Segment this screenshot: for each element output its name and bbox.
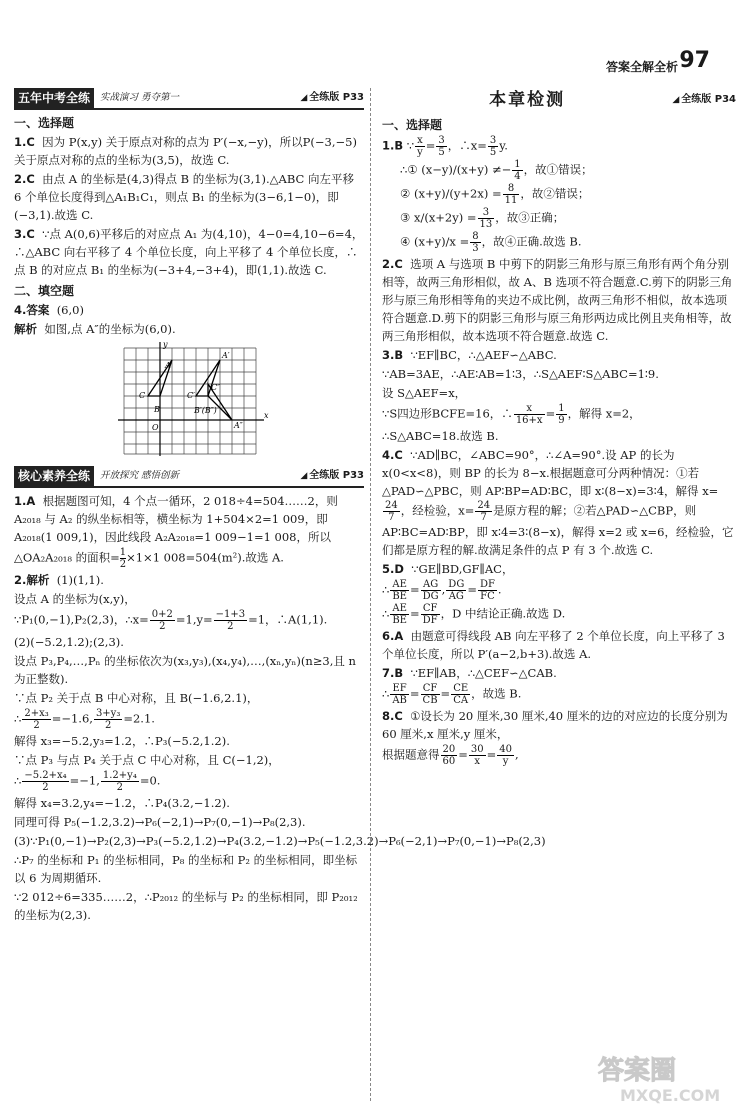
- answer-line: ∵2 012÷6=335……2，∴P₂₀₁₂ 的坐标与 P₂ 的坐标相同，即 P₂₀₁₂ 的坐标为(2,3).: [14, 890, 358, 922]
- fraction: [478, 579, 497, 602]
- answer-text: 选项 A 与选项 B 中剪下的阴影三角形与原三角形有两个角分别相等，故两三角形相似，故 A、B 选项不符合题意.C.剪下的阴影三角形与原三角形相等角的夹边不成比例，故两三角形不相似，故本选项符合题意.D.剪下的阴影三角形与原三角形两边成比例且夹角相等，故两三角形相似，故本选项不符合题意.故选 C.: [382, 257, 733, 343]
- fig-label-b: B: [154, 405, 160, 414]
- fraction-den: 4: [514, 171, 521, 182]
- fraction-num: 2+x₃: [24, 708, 49, 719]
- fraction: [470, 231, 480, 254]
- fig-label-b-prime: B′(B″): [194, 406, 217, 415]
- fraction-num: 40: [499, 744, 512, 755]
- answer-number: 1.B: [382, 138, 404, 153]
- fraction-den: AB: [392, 695, 407, 706]
- answer-item: [14, 571, 364, 589]
- answer-text: y.: [499, 138, 508, 153]
- fraction: [475, 500, 492, 523]
- watermark-sub: MXQE.COM: [620, 1086, 721, 1105]
- answer-line: 解得 x₄=3.2,y₄=−1.2，∴P₄(3.2,−1.2).: [14, 796, 230, 810]
- section-heading: 一、选择题: [14, 116, 75, 130]
- fraction-den: FC: [480, 591, 495, 602]
- answer-text: ②: [400, 186, 411, 201]
- answer-text: =−1,: [69, 773, 100, 788]
- answer-text: =0.: [139, 773, 161, 788]
- answer-text: ，故选 B.: [471, 686, 522, 701]
- answer-number: 3.B: [382, 348, 404, 362]
- page-number: 97: [679, 48, 710, 73]
- fraction-num: 30: [470, 744, 484, 755]
- answer-math-line: ④ (x+y)/x = $\frac{8}{3}$ ，故④正确.故选 B.: [400, 231, 582, 254]
- fraction-num: 8: [472, 231, 479, 242]
- fraction-den: y: [417, 147, 423, 158]
- fraction-den: 2: [116, 782, 124, 793]
- fraction-den: y: [502, 756, 509, 767]
- answer-text: =2.1.: [123, 711, 155, 726]
- answer-text: ×1×1 008=504(m²).故选 A.: [126, 550, 284, 565]
- answer-text: ∵EF∥BC，∴△AEF∽△ABC.: [410, 348, 557, 362]
- answer-line: 同理可得 P₅(−1.2,3.2)→P₆(−2,1)→P₇(0,−1)→P₈(2,3).: [14, 815, 306, 829]
- fig-label-o: O: [152, 423, 159, 432]
- answer-math-line: [14, 609, 364, 632]
- answer-number: 2.C: [382, 257, 403, 271]
- column-divider: [370, 88, 371, 1101]
- fraction: [22, 770, 68, 793]
- answer-text: 根据题图可知，4 个点一循环，2 018÷4=504……2，则 A₂₀₁₈ 与 A₂ 的纵坐标相等，横坐标为 1+504×2=1 009，即 A₂₀₁₈(1 009,1)，因此线段 A₂A₂₀₁₈=1 009−1=1 008，所以: [14, 494, 338, 544]
- answer-item: [14, 492, 364, 546]
- fraction: [214, 609, 247, 632]
- fraction: [415, 135, 425, 158]
- fig-label-c-prime: C′: [187, 391, 195, 400]
- fraction-den: 11: [504, 195, 518, 206]
- answer-text: ，故①错误；: [523, 162, 593, 177]
- answer-item: [382, 446, 736, 559]
- fraction-num: AE: [390, 603, 409, 615]
- fraction-num: AE: [390, 579, 409, 591]
- answer-text: =: [492, 186, 502, 201]
- fraction: [421, 683, 440, 706]
- banner-ref: 全练版 P33: [309, 470, 364, 481]
- pencil-arrow-icon: ◢: [300, 471, 308, 481]
- fraction: [101, 770, 139, 793]
- answer-text: 由题意可得线段 AB 向左平移了 2 个单位长度，向上平移了 3 个单位长度，所以 P′(a−2,b+3).故选 A.: [382, 629, 725, 661]
- fig-label-c: C: [139, 391, 146, 400]
- fig-label-c-double-prime: C″: [211, 383, 221, 392]
- fraction: [478, 207, 495, 230]
- fraction: [94, 708, 122, 731]
- answer-item: [382, 560, 736, 578]
- answer-number: 2.解析: [14, 573, 50, 587]
- section-banner-core: [14, 466, 364, 488]
- fraction: [488, 135, 498, 158]
- fraction: [451, 683, 470, 706]
- answer-text: =1，∴A(1,1).: [248, 612, 328, 627]
- answer-math-line: ∴ $\frac{AE}{BE}$ = $\frac{AG}{DG}$ , $\frac{DG}{AG}$ = $\frac{DF}{FC}$ .: [382, 579, 502, 602]
- answer-text: 因为 P(x,y) 关于原点对称的点为 P′(−x,−y)，所以P(−3,−5)关于原点对称的点的坐标为(3,5)，故选 C.: [14, 135, 357, 167]
- fraction-num: CF: [421, 603, 440, 615]
- fraction-den: 2: [33, 720, 40, 731]
- answer-text: 如图,点 A″的坐标为(6,0).: [44, 322, 176, 336]
- answer-number: 3.C: [14, 227, 35, 241]
- answer-item: [382, 627, 736, 663]
- answer-number: 1.C: [14, 135, 35, 149]
- fraction: [421, 579, 441, 602]
- fraction-den: CB: [422, 695, 438, 706]
- answer-text: 由点 A 的坐标是(4,3)得点 B 的坐标为(3,1).△ABC 向左平移 6 个单位长度得到△A₁B₁C₁，则点 B₁ 的坐标为(3−6,1−0)，即(−3,1).故选 C.: [14, 172, 354, 222]
- fraction-num: 1.2+y₄: [102, 770, 137, 781]
- chapter-title-row: [382, 88, 736, 112]
- answer-text: ③: [400, 210, 411, 225]
- answer-text: ∵: [406, 138, 415, 153]
- fraction-num: AG: [421, 579, 441, 591]
- answer-number: 1.A: [14, 494, 36, 508]
- answer-item: [14, 301, 364, 319]
- fraction-den: 5: [438, 147, 445, 158]
- fraction-num: 20: [442, 744, 456, 755]
- answer-math-line: ∴ $\frac{\text{−5.2+x₄}}{2}$ =−1, $\frac{\text{1.2+y₄}}{2}$ =0.: [14, 770, 161, 793]
- answer-text: ，故③正确；: [495, 210, 565, 225]
- fraction-num: 1: [514, 159, 521, 170]
- fraction: [436, 135, 446, 158]
- fraction-den: DG: [422, 591, 439, 602]
- fraction-num: 1: [119, 547, 127, 558]
- fraction-den: 3: [472, 243, 479, 254]
- answer-math-line: ∴ $\frac{AE}{BE}$ = $\frac{CF}{DF}$ ，D 中结论正确.故选 D.: [382, 603, 566, 626]
- answer-text: ，故②错误；: [520, 186, 590, 201]
- coordinate-grid-figure: [114, 340, 364, 462]
- answer-text: 根据题意得: [382, 747, 440, 762]
- answer-line: (2)(−5.2,1.2);(2,3).: [14, 635, 124, 649]
- answer-text: ∵AD∥BC，∠ABC=90°，∴∠A=90°.设 AP 的长为 x(0<x<8)，则 BP 的长为 8−x.根据题意可分两种情况：①若△PAD∽△PBC，则 AP∶BP=AD∶BC，即 x∶(8−x)=3∶4，解得 x=: [382, 448, 719, 498]
- fraction: [390, 579, 409, 602]
- answer-value: (6,0): [56, 303, 84, 317]
- fraction-num: 24: [477, 500, 491, 511]
- answer-item: [382, 255, 736, 345]
- fraction-den: 13: [479, 219, 493, 230]
- fraction: [150, 609, 175, 632]
- answer-line: 设点 A 的坐标为(x,y)，: [14, 592, 136, 606]
- answer-text: △OA₂A₂₀₁₈ 的面积=: [14, 550, 120, 565]
- answer-text: ∵S四边形BCFE=16，∴: [382, 406, 513, 421]
- fraction-den: 2: [119, 559, 127, 570]
- answer-item: [14, 225, 364, 279]
- watermark-text: 答案圈: [598, 1056, 677, 1086]
- answer-line: 解得 x₃=−5.2,y₃=1.2，∴P₃(−5.2,1.2).: [14, 734, 230, 748]
- answer-item: [382, 664, 736, 682]
- page-header: [0, 44, 750, 82]
- fraction-num: −5.2+x₄: [24, 770, 67, 781]
- answer-text: =: [425, 138, 436, 153]
- answer-math-line: ② (x+y)/(y+2x) = $\frac{8}{11}$ ，故②错误；: [400, 183, 590, 206]
- answer-text: =: [466, 210, 477, 225]
- fraction: [390, 603, 409, 626]
- fraction: [556, 403, 566, 426]
- banner-subtitle: 实战演习 勇夺第一: [100, 92, 180, 103]
- fraction-den: 2: [227, 621, 234, 632]
- fraction-num: 0+2: [151, 609, 173, 620]
- answer-line: (3)∵P₁(0,−1)→P₂(2,3)→P₃(−5.2,1.2)→P₄(3.2,−1.2)→P₅(−1.2,3.2)→P₆(−2,1)→P₇(0,−1)→P₈(2,3): [14, 834, 546, 848]
- fraction-num: DG: [448, 579, 465, 590]
- explanation-label: 解析: [14, 322, 37, 336]
- answer-math-line: ∴① (x−y)/(x+y) ≠− $\frac{1}{4}$ ，故①错误；: [400, 159, 593, 182]
- fraction: [512, 159, 522, 182]
- answer-number: 5.D: [382, 562, 404, 576]
- header-title: 答案全解全析: [605, 60, 678, 74]
- answer-line: ∴S△ABC=18.故选 B.: [382, 429, 499, 443]
- banner-subtitle: 开放探究 感悟创新: [100, 470, 180, 481]
- section-heading: 一、选择题: [382, 118, 443, 132]
- answer-math-line: 根据题意得 $\frac{20}{60}$ = $\frac{30}{x}$ = $\frac{40}{y}$ ,: [382, 744, 519, 767]
- fraction: [503, 183, 520, 206]
- answer-line: ∴P₇ 的坐标和 P₁ 的坐标相同，P₈ 的坐标和 P₂ 的坐标相同，即坐标以 6 为周期循环.: [14, 853, 358, 885]
- answer-number: 8.C: [382, 709, 403, 723]
- banner-tag: 核心素养全练: [14, 466, 94, 486]
- watermark-logo: [590, 1047, 740, 1107]
- fraction-den: 7: [480, 512, 487, 523]
- fraction: [390, 683, 409, 706]
- fraction: [22, 708, 50, 731]
- answer-text: ④: [400, 234, 411, 249]
- answer-text: ∴①: [400, 162, 418, 177]
- answer-text: ，故④正确.故选 B.: [481, 234, 582, 249]
- fraction: [446, 579, 466, 602]
- fraction: [441, 744, 458, 767]
- answer-math-line: [382, 403, 736, 426]
- answer-item: [382, 707, 736, 743]
- grid-svg: [114, 340, 274, 462]
- fraction-den: DF: [422, 615, 438, 626]
- pencil-arrow-icon: ◢: [300, 93, 308, 103]
- answer-item: [14, 170, 364, 224]
- answer-number: 4.答案: [14, 303, 50, 317]
- answer-text: ∵P₁(0,−1),P₂(2,3)，∴x=: [14, 612, 149, 627]
- answer-text: ①设长为 20 厘米,30 厘米,40 厘米的边的对应边的长度分别为 60 厘米,x 厘米,y 厘米，: [382, 709, 728, 741]
- answer-text: ∵EF∥AB，∴△CEF∽△CAB.: [410, 666, 557, 680]
- fraction: [383, 500, 400, 523]
- answer-text: =: [545, 406, 556, 421]
- answer-text: 是原方程的解；②若△PAD∽△CBP，则 AP∶BC=AD∶BP，即 x∶4=3∶(8−x)，解得 x=2 或 x=6，经检验，它们都是原方程的解.故满足条件的点 P 有 3 个.故选 C.: [382, 503, 734, 557]
- fraction-num: DF: [479, 579, 495, 590]
- answer-text: (1)(1,1).: [56, 573, 104, 587]
- answer-text: =−1.6,: [51, 711, 93, 726]
- answer-math-line: ∴ $\frac{EF}{AB}$ = $\frac{CF}{CB}$ = $\frac{CE}{CA}$ ，故选 B.: [382, 683, 522, 706]
- answer-number: 4.C: [382, 448, 403, 462]
- fraction-den: 5: [489, 147, 497, 158]
- answer-text: ≠−: [492, 162, 512, 177]
- answer-number: 7.B: [382, 666, 404, 680]
- answer-text: ，D 中结论正确.故选 D.: [440, 606, 566, 621]
- fig-label-a-prime: A′: [222, 351, 230, 360]
- fraction-den: BE: [392, 591, 407, 602]
- fraction-num: EF: [390, 683, 409, 695]
- answer-item: [382, 346, 736, 364]
- fraction-den: 2: [42, 782, 49, 793]
- answer-text: ∵点 A(0,6)平移后的对应点 A₁ 为(4,10)，4−0=4,10−6=4，∴△ABC 向右平移了 4 个单位长度，向上平移了 4 个单位长度，∴点 B 的对应点 B₁ 的坐标为(−3+4,−3+4)，即(1,1).故选 C.: [14, 227, 364, 277]
- fraction-den: x: [474, 756, 481, 767]
- watermark-svg: [590, 1047, 740, 1107]
- answer-line: 设点 P₃,P₄,…,Pₙ 的坐标依次为(x₃,y₃),(x₄,y₄),…,(xₙ,yₙ)(n≥3,且 n 为正整数).: [14, 654, 356, 686]
- answer-math-line: [14, 547, 364, 570]
- answer-explanation: [14, 320, 364, 338]
- fraction-den: BE: [392, 615, 407, 626]
- answer-line: ∵AB=3AE，∴AE∶AB=1∶3，∴S△AEF∶S△ABC=1∶9.: [382, 367, 659, 381]
- fig-label-x: x: [264, 411, 269, 420]
- answer-number: 2.C: [14, 172, 35, 186]
- fraction-num: x: [415, 135, 425, 147]
- fraction-den: 9: [558, 415, 565, 426]
- fraction: [514, 403, 545, 426]
- answer-line: ∵点 P₂ 关于点 B 中心对称，且 B(−1.6,2.1)，: [14, 691, 259, 705]
- fig-label-y: y: [163, 340, 168, 349]
- fraction-den: 2: [159, 621, 166, 632]
- fraction-den: 7: [388, 512, 395, 523]
- section-heading: 二、填空题: [14, 284, 75, 298]
- answer-line: 设 S△AEF=x，: [382, 386, 467, 400]
- fraction-den: CA: [453, 695, 469, 706]
- answer-text: ∵GE∥BD,GF∥AC，: [411, 562, 514, 576]
- answer-text: ，解得 x=2，: [567, 406, 641, 421]
- fraction: [421, 603, 440, 626]
- fraction-den: 2: [104, 720, 112, 731]
- answer-line: ∵点 P₃ 与点 P₄ 关于点 C 中心对称，且 C(−1,2)，: [14, 753, 280, 767]
- answer-math-line: [382, 135, 736, 158]
- chapter-title: 本章检测: [489, 90, 566, 110]
- chapter-ref: 全练版 P34: [681, 94, 736, 105]
- fraction-num: 8: [503, 183, 520, 195]
- fraction-num: CE: [453, 683, 469, 694]
- fig-label-a-double-prime: A″: [234, 421, 243, 430]
- fig-label-a: A: [165, 361, 171, 370]
- fraction-num: 1: [558, 403, 565, 414]
- fraction-num: 3: [478, 207, 495, 219]
- fraction-num: CF: [421, 683, 440, 695]
- banner-ref: 全练版 P33: [309, 92, 364, 103]
- fraction-den: 60: [442, 756, 456, 767]
- right-column: [382, 88, 736, 1103]
- answer-number: 6.A: [382, 629, 404, 643]
- answer-math-line: ③ x/(x+2y) = $\frac{3}{13}$ ，故③正确；: [400, 207, 565, 230]
- answer-item: [14, 133, 364, 169]
- answer-text: ，经检验，x=: [400, 503, 475, 518]
- fraction-num: 3+y₃: [95, 708, 121, 719]
- fraction: [469, 744, 486, 767]
- fraction: [497, 744, 514, 767]
- answer-math-line: ∴ $\frac{\text{2+x₃}}{2}$ =−1.6, $\frac{\text{3+y₃}}{2}$ =2.1.: [14, 708, 155, 731]
- fraction-num: −1+3: [215, 609, 246, 620]
- answer-text: ，∴x=: [447, 138, 487, 153]
- fraction-num: 3: [489, 135, 497, 146]
- answer-text: =: [459, 234, 470, 249]
- pencil-arrow-icon: ◢: [672, 95, 680, 105]
- banner-tag: 五年中考全练: [14, 88, 94, 108]
- fraction-num: 24: [385, 500, 398, 511]
- fraction-num: 3: [438, 135, 445, 146]
- fraction-den: AG: [448, 591, 464, 602]
- answer-text: =1,y=: [175, 612, 213, 627]
- fraction-den: 16+x: [515, 415, 543, 426]
- section-banner-five-year: [14, 88, 364, 110]
- fraction-num: x: [514, 403, 545, 415]
